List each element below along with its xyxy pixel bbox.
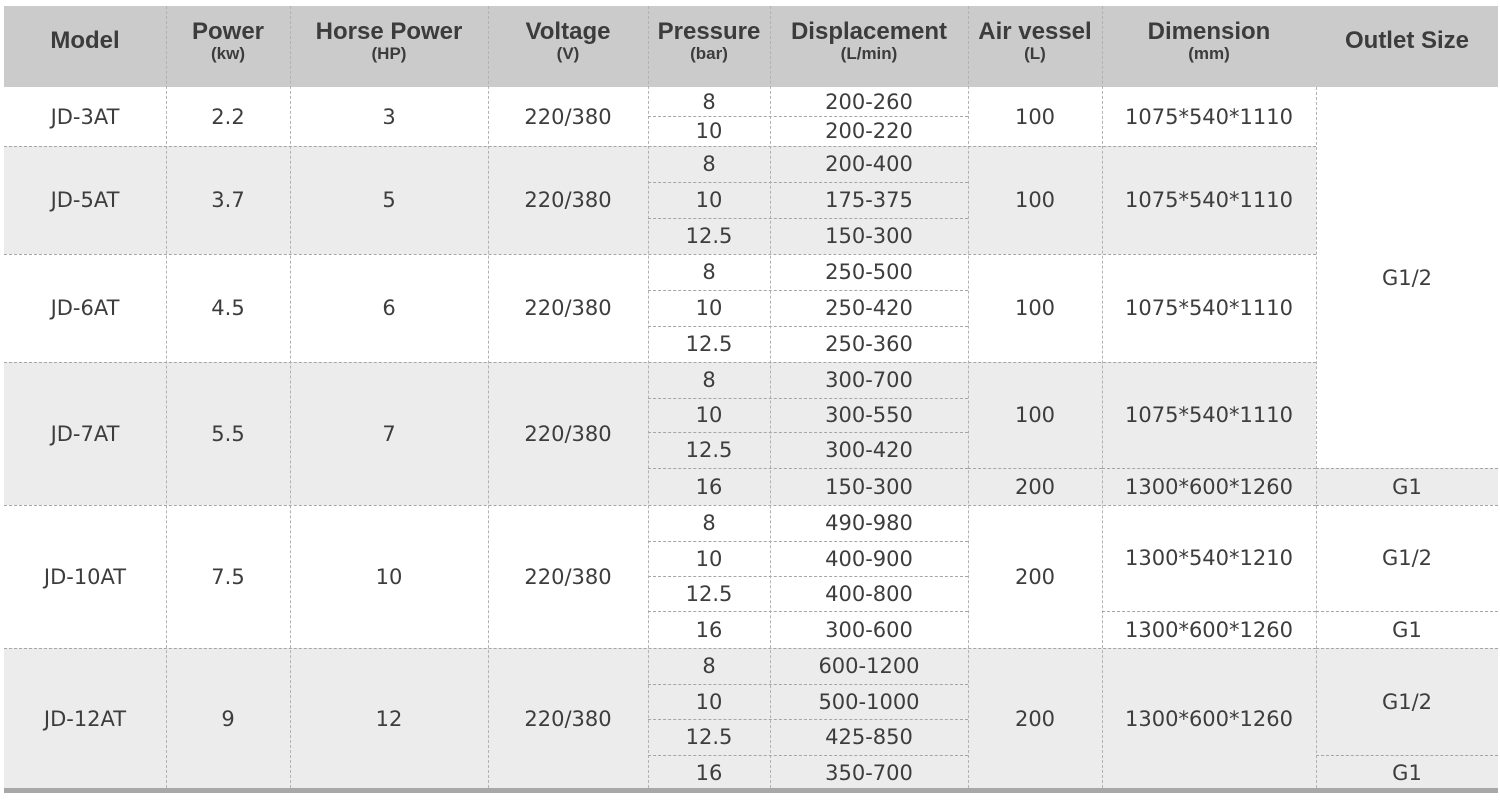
pressure-cell: 8 bbox=[702, 368, 716, 392]
displacement-cell: 490-980 bbox=[825, 511, 913, 535]
header-power-label: Power bbox=[191, 17, 265, 45]
row-divider bbox=[1316, 611, 1498, 612]
pressure-cell: 10 bbox=[695, 119, 723, 143]
displacement-cell: 425-850 bbox=[825, 725, 913, 749]
displacement-cell: 150-300 bbox=[825, 474, 913, 499]
header-horse-power bbox=[290, 0, 488, 81]
displacement-cell: 200-400 bbox=[825, 152, 913, 176]
header-voltage-unit: (V) bbox=[556, 43, 580, 63]
pressure-cell: 12.5 bbox=[685, 581, 733, 606]
dimension-cell: 1300*600*1260 bbox=[1125, 474, 1293, 499]
header-displacement-label: Displacement bbox=[790, 17, 948, 45]
displacement-cell: 200-260 bbox=[825, 89, 913, 114]
header-air-vessel bbox=[968, 0, 1102, 81]
row-divider bbox=[648, 719, 968, 720]
pressure-cell: 8 bbox=[702, 152, 716, 176]
header-pressure bbox=[648, 0, 770, 81]
header-voltage bbox=[488, 0, 648, 81]
displacement-cell: 400-800 bbox=[825, 581, 913, 606]
pressure-cell: 8 bbox=[702, 654, 716, 678]
header-model-label: Model bbox=[50, 27, 120, 54]
row-divider bbox=[4, 648, 1316, 649]
row-divider bbox=[648, 432, 968, 433]
row-divider bbox=[648, 611, 968, 612]
row-divider bbox=[1102, 611, 1316, 612]
air-vessel-cell: 100 bbox=[1014, 188, 1056, 212]
header-pressure-label: Pressure bbox=[657, 17, 761, 45]
air-vessel-cell: 200 bbox=[1014, 474, 1056, 499]
row-divider bbox=[1316, 468, 1498, 469]
displacement-cell: 300-420 bbox=[825, 438, 913, 462]
outlet-size-cell: G1 bbox=[1392, 760, 1422, 785]
power-cell: 3.7 bbox=[211, 188, 245, 212]
row-divider bbox=[648, 576, 968, 577]
voltage-cell: 220/380 bbox=[524, 564, 612, 589]
pressure-cell: 16 bbox=[695, 760, 723, 785]
pressure-cell: 16 bbox=[695, 617, 723, 642]
outlet-size-cell: G1/2 bbox=[1381, 546, 1433, 570]
air-vessel-cell: 100 bbox=[1014, 403, 1056, 427]
power-cell: 4.5 bbox=[211, 296, 245, 320]
pressure-cell: 12.5 bbox=[685, 438, 733, 462]
model-cell: JD-3AT bbox=[50, 104, 120, 129]
pressure-cell: 12.5 bbox=[685, 725, 733, 749]
voltage-cell: 220/380 bbox=[524, 421, 612, 446]
row-divider bbox=[1316, 648, 1498, 649]
voltage-cell: 220/380 bbox=[524, 707, 612, 731]
model-cell: JD-5AT bbox=[50, 188, 120, 212]
outlet-size-cell: G1 bbox=[1392, 474, 1422, 499]
outlet-size-cell: G1/2 bbox=[1381, 689, 1433, 714]
header-hp-unit: (HP) bbox=[371, 43, 407, 63]
pressure-cell: 12.5 bbox=[685, 224, 733, 248]
model-cell: JD-7AT bbox=[50, 421, 120, 446]
pressure-cell: 8 bbox=[702, 89, 716, 114]
power-cell: 2.2 bbox=[211, 104, 245, 129]
dimension-cell: 1300*540*1210 bbox=[1125, 546, 1293, 570]
hp-cell: 12 bbox=[375, 707, 403, 731]
voltage-cell: 220/380 bbox=[524, 104, 612, 129]
hp-cell: 7 bbox=[382, 421, 396, 446]
dimension-cell: 1300*600*1260 bbox=[1125, 617, 1293, 642]
power-cell: 7.5 bbox=[211, 564, 245, 589]
header-hp-label: Horse Power bbox=[315, 17, 463, 45]
model-cell: JD-12AT bbox=[43, 707, 127, 731]
dimension-cell: 1075*540*1110 bbox=[1125, 296, 1293, 320]
row-divider bbox=[4, 505, 1316, 506]
row-divider bbox=[1316, 755, 1498, 756]
hp-cell: 10 bbox=[375, 564, 403, 589]
row-divider bbox=[648, 290, 968, 291]
pressure-cell: 8 bbox=[702, 260, 716, 284]
model-cell: JD-6AT bbox=[50, 296, 120, 320]
header-vessel-label: Air vessel bbox=[978, 17, 1092, 45]
displacement-cell: 150-300 bbox=[825, 224, 913, 248]
hp-cell: 6 bbox=[382, 296, 396, 320]
displacement-cell: 250-420 bbox=[825, 296, 913, 320]
air-vessel-cell: 200 bbox=[1014, 564, 1056, 589]
row-divider bbox=[648, 218, 968, 219]
displacement-cell: 500-1000 bbox=[818, 689, 920, 714]
row-divider bbox=[4, 362, 1316, 363]
pressure-cell: 16 bbox=[695, 474, 723, 499]
air-vessel-cell: 100 bbox=[1014, 104, 1056, 129]
header-power bbox=[166, 0, 290, 81]
header-outlet-size bbox=[1316, 0, 1498, 81]
dimension-cell: 1075*540*1110 bbox=[1125, 104, 1293, 129]
displacement-cell: 400-900 bbox=[825, 546, 913, 571]
displacement-cell: 250-360 bbox=[825, 332, 913, 356]
displacement-cell: 200-220 bbox=[825, 119, 913, 143]
row-divider bbox=[648, 468, 968, 469]
displacement-cell: 350-700 bbox=[825, 760, 913, 785]
row-divider bbox=[4, 254, 1316, 255]
air-vessel-cell: 200 bbox=[1014, 707, 1056, 731]
pressure-cell: 10 bbox=[695, 689, 723, 714]
row-divider bbox=[1102, 468, 1316, 469]
hp-cell: 3 bbox=[382, 104, 396, 129]
row-divider bbox=[1316, 505, 1498, 506]
row-divider bbox=[648, 182, 968, 183]
header-pressure-unit: (bar) bbox=[690, 43, 728, 63]
model-cell: JD-10AT bbox=[43, 564, 127, 589]
row-divider bbox=[648, 541, 968, 542]
pressure-cell: 10 bbox=[695, 546, 723, 571]
row-divider bbox=[648, 684, 968, 685]
pressure-cell: 12.5 bbox=[685, 332, 733, 356]
displacement-cell: 175-375 bbox=[825, 188, 913, 212]
dimension-cell: 1075*540*1110 bbox=[1125, 188, 1293, 212]
displacement-cell: 300-600 bbox=[825, 617, 913, 642]
table-bottom-border bbox=[4, 788, 1498, 793]
header-displacement bbox=[770, 0, 968, 81]
power-cell: 5.5 bbox=[211, 421, 245, 446]
header-power-unit: (kw) bbox=[211, 43, 245, 63]
air-vessel-cell: 100 bbox=[1014, 296, 1056, 320]
header-model bbox=[4, 0, 166, 81]
voltage-cell: 220/380 bbox=[524, 188, 612, 212]
header-dimension bbox=[1102, 0, 1316, 81]
hp-cell: 5 bbox=[382, 188, 396, 212]
header-dimension-label: Dimension bbox=[1147, 17, 1271, 45]
header-dimension-unit: (mm) bbox=[1188, 43, 1230, 63]
row-divider bbox=[648, 116, 968, 117]
header-vessel-unit: (L) bbox=[1024, 43, 1046, 63]
header-outlet-label: Outlet Size bbox=[1344, 27, 1470, 54]
dimension-cell: 1075*540*1110 bbox=[1125, 403, 1293, 427]
header-voltage-label: Voltage bbox=[525, 17, 611, 45]
pressure-cell: 10 bbox=[695, 296, 723, 320]
displacement-cell: 300-550 bbox=[825, 403, 913, 427]
displacement-cell: 600-1200 bbox=[818, 654, 920, 678]
pressure-cell: 10 bbox=[695, 188, 723, 212]
pressure-cell: 10 bbox=[695, 403, 723, 427]
displacement-cell: 300-700 bbox=[825, 368, 913, 392]
header-displacement-unit: (L/min) bbox=[840, 43, 898, 63]
row-divider bbox=[4, 146, 1316, 147]
outlet-size-cell: G1/2 bbox=[1381, 265, 1433, 290]
power-cell: 9 bbox=[221, 707, 235, 731]
row-divider bbox=[648, 398, 968, 399]
outlet-size-cell: G1 bbox=[1392, 617, 1422, 642]
displacement-cell: 250-500 bbox=[825, 260, 913, 284]
pressure-cell: 8 bbox=[702, 511, 716, 535]
voltage-cell: 220/380 bbox=[524, 296, 612, 320]
dimension-cell: 1300*600*1260 bbox=[1125, 707, 1293, 731]
row-divider bbox=[968, 468, 1102, 469]
row-divider bbox=[648, 755, 968, 756]
row-divider bbox=[648, 326, 968, 327]
